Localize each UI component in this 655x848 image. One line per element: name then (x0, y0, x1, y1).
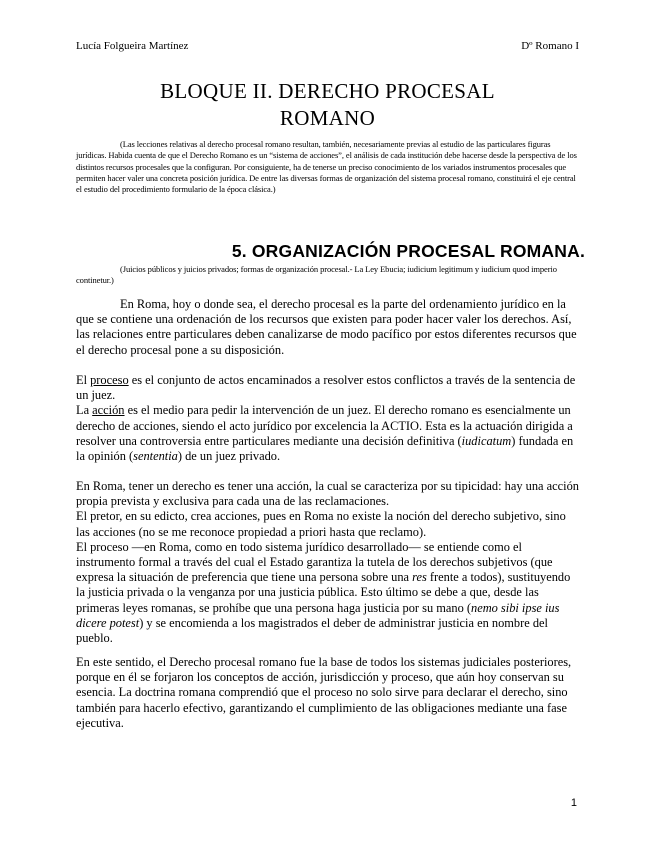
term-res: res (412, 570, 427, 585)
term-iudicatum: iudicatum (461, 433, 512, 448)
paragraph-2-text-f: ) de un juez privado. (177, 449, 281, 464)
author-name: Lucía Folgueira Martínez (76, 40, 189, 52)
page-number: 1 (570, 797, 577, 809)
bloque-title-line2: ROMANO (279, 106, 376, 130)
paragraph-3-text-a: En Roma, tener un derecho es tener una acción, la cual se caracteriza por su tipicidad: hay una acción propia prevista y exclusiva para cada una de las reclamaciones. (76, 479, 579, 509)
paragraph-2-text-e: ) fundada en la opinión ( (76, 433, 574, 464)
paragraph-3-text-c2: frente a todos), sustituyendo la justicia privada o la venganza por una justicia pública. Esto último se debe a que, desde las primeras leyes romanas, se prohíbe que una persona haga justicia por su mano ( (76, 570, 571, 615)
paragraph-2-text-b: es el conjunto de actos encaminados a resolver estos conflictos a través de la sentencia de un juez. (76, 373, 576, 403)
paragraph-2 (76, 373, 579, 464)
paragraph-2-text-c: La (76, 403, 93, 418)
chapter-title (76, 241, 585, 262)
term-proceso: proceso (90, 373, 129, 387)
bloque-title (76, 78, 579, 132)
term-nemo: nemo sibi ipse ius dicere potest (76, 600, 560, 630)
paragraph-1-text: En Roma, hoy o donde sea, el derecho procesal es la parte del ordenamiento jurídico en la que se contiene una ordenación de los recursos que existen para poder hacer valer los derechos. Así, las relaciones entre particulares deben canalizarse de modo pacífico por estos diferentes recursos que el derecho procesal pone a su disposición. (76, 297, 577, 357)
bloque-note-text: (Las lecciones relativas al derecho procesal romano resultan, también, necesariamente previas al estudio de las particulares figuras jurídicas. Habida cuenta de que el Derecho Romano es un “sistema de acciones”, el análisis de cada institución debe hacerse desde la perspectiva de los distintos recursos procesales que la configuran. Por consiguiente, ha de tenerse un preciso conocimiento de los variados instrumentos procesales que permiten hacer valer una concreta posición jurídica. De entre las diversas formas de organización del sistema procesal romano, constituirá el eje central el estudio del procedimiento formulario de la época clásica.) (76, 139, 577, 195)
paragraph-4-text: En este sentido, el Derecho procesal romano fue la base de todos los sistemas judiciales posteriores, porque en él se forjaron los conceptos de acción, jurisdicción y proceso, que aún hoy conservan su esencia. La doctrina romana comprendió que el proceso no solo sirve para declarar el derecho, sino también para hacerlo efectivo, garantizando el cumplimiento de las obligaciones mediante una fase ejecutiva. (76, 655, 572, 730)
paragraph-1 (76, 297, 579, 358)
chapter-note (76, 264, 579, 287)
paragraph-2-text-d: es el medio para pedir la intervención de un juez. El derecho romano es esencialmente un derecho de acciones, siendo el acto jurídico por excelencia la ACTIO. Esta es la actuación dirigida a resolver una controversia entre particulares mediante una decisión definitiva ( (76, 403, 573, 448)
page-header (76, 40, 579, 52)
paragraph-3-text-b: El pretor, en su edicto, crea acciones, pues en Roma no existe la noción del derecho subjetivo, sino las acciones (no se me reconoce propiedad a priori hasta que reclamo). (76, 509, 566, 539)
paragraph-2-text-a: El (76, 373, 91, 387)
paragraph-3-text-c3: ) y se encomienda a los magistrados el deber de administrar justicia en nombre del pueblo. (76, 615, 548, 646)
bloque-title-line1: BLOQUE II. DERECHO PROCESAL (160, 79, 495, 103)
paragraph-3-text-c1: El proceso —en Roma, como en todo sistema jurídico desarrollado— se entiende como el instrumento formal a través del cual el Estado garantiza la tutela de los derechos subjetivos (que expresa la situación de preferencia que tiene una persona sobre una (76, 539, 553, 585)
term-sententia: sententia (133, 449, 178, 464)
chapter-note-text: (Juicios públicos y juicios privados; formas de organización procesal.- La Ley Ebucia; iudicium legitimum y iudicium quod imperio continetur.) (76, 264, 557, 286)
chapter-title-text: 5. ORGANIZACIÓN PROCESAL ROMANA (231, 241, 580, 261)
chapter-title-dot: . (579, 241, 585, 261)
paragraph-3 (76, 479, 579, 646)
bloque-note (76, 139, 579, 195)
paragraph-4 (76, 655, 579, 731)
course-name: Dº Romano I (521, 40, 579, 52)
term-accion: acción (92, 403, 125, 418)
